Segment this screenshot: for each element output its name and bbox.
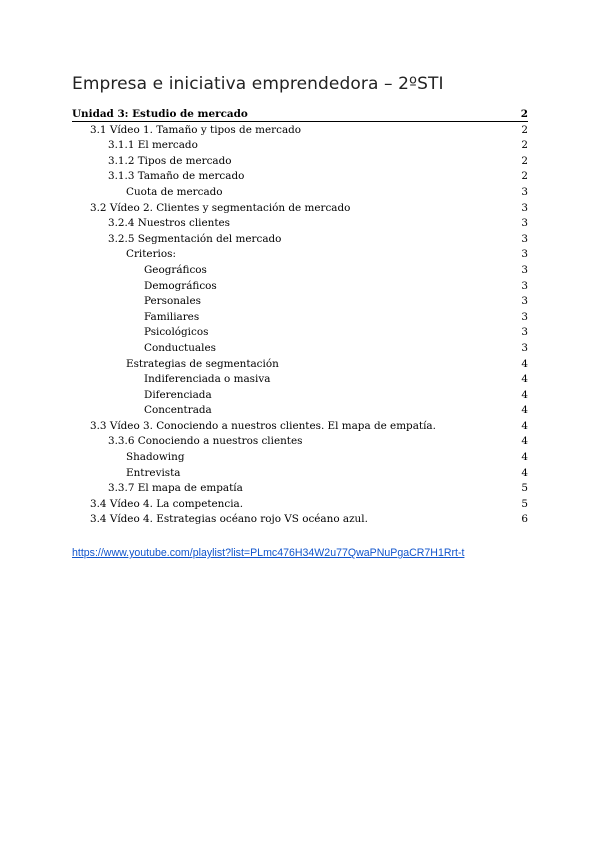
toc-entry[interactable]	[72, 450, 528, 466]
toc-entry-label: Familiares	[144, 310, 200, 323]
toc-entry-label: Diferenciada	[144, 388, 212, 401]
toc-entry-page-number: 2	[521, 123, 528, 136]
toc-entry-page-number: 3	[521, 279, 528, 292]
toc-entry-label: 3.2.4 Nuestros clientes	[108, 217, 231, 230]
toc-entry[interactable]	[72, 325, 528, 341]
toc-entry[interactable]	[72, 185, 528, 201]
toc-entry-label: 3.1 Vídeo 1. Tamaño y tipos de mercado	[90, 123, 302, 136]
toc-entry-page-number: 3	[521, 263, 528, 276]
table-of-contents	[72, 107, 528, 528]
toc-entry-label: 3.4 Vídeo 4. Estrategias océano rojo VS océano azul.	[90, 513, 368, 526]
toc-entry-label: 3.1.2 Tipos de mercado	[108, 154, 232, 167]
toc-entry-label: Cuota de mercado	[126, 185, 223, 198]
toc-entry-page-number: 2	[521, 154, 528, 167]
toc-entry[interactable]	[72, 107, 528, 123]
toc-entry-page-number: 4	[521, 451, 528, 464]
toc-entry[interactable]	[72, 466, 528, 482]
toc-entry-label: Unidad 3: Estudio de mercado	[72, 108, 248, 120]
toc-entry-label: 3.3.7 El mapa de empatía	[108, 482, 243, 495]
toc-entry-label: Conductuales	[144, 341, 216, 354]
toc-entry[interactable]	[72, 232, 528, 248]
toc-entry-label: Geográficos	[144, 263, 207, 276]
toc-entry[interactable]	[72, 372, 528, 388]
toc-entry-label: 3.3 Vídeo 3. Conociendo a nuestros clientes. El mapa de empatía.	[90, 419, 436, 432]
toc-entry[interactable]	[72, 310, 528, 326]
toc-entry-page-number: 3	[521, 295, 528, 308]
toc-entry[interactable]	[72, 247, 528, 263]
page-title: Empresa e iniciativa emprendedora – 2ºSTI	[72, 74, 444, 94]
toc-entry[interactable]	[72, 512, 528, 528]
toc-entry-label: Demográficos	[144, 279, 217, 292]
toc-entry[interactable]	[72, 434, 528, 450]
toc-entry[interactable]	[72, 263, 528, 279]
toc-entry-label: Shadowing	[126, 451, 185, 464]
toc-entry-label: 3.1.3 Tamaño de mercado	[108, 170, 245, 183]
toc-entry-page-number: 4	[521, 388, 528, 401]
toc-entry[interactable]	[72, 138, 528, 154]
toc-entry-page-number: 4	[521, 435, 528, 448]
toc-entry[interactable]	[72, 279, 528, 295]
toc-entry-page-number: 4	[521, 404, 528, 417]
toc-entry-page-number: 3	[521, 310, 528, 323]
toc-entry-label: Psicológicos	[144, 326, 209, 339]
toc-entry[interactable]	[72, 497, 528, 513]
toc-entry-label: 3.2.5 Segmentación del mercado	[108, 232, 282, 245]
toc-entry-label: 3.4 Vídeo 4. La competencia.	[90, 497, 244, 510]
toc-entry[interactable]	[72, 216, 528, 232]
toc-entry-page-number: 4	[521, 373, 528, 386]
toc-entry-page-number: 5	[521, 482, 528, 495]
toc-entry-page-number: 3	[521, 232, 528, 245]
toc-entry-page-number: 3	[521, 217, 528, 230]
toc-entry[interactable]	[72, 341, 528, 357]
toc-entry-label: 3.1.1 El mercado	[108, 139, 198, 152]
toc-entry-page-number: 3	[521, 201, 528, 214]
toc-entry[interactable]	[72, 169, 528, 185]
toc-entry[interactable]	[72, 403, 528, 419]
toc-entry-page-number: 6	[521, 513, 528, 526]
toc-entry-page-number: 3	[521, 341, 528, 354]
toc-entry-label: 3.2 Vídeo 2. Clientes y segmentación de mercado	[90, 201, 351, 214]
toc-entry-page-number: 4	[521, 466, 528, 479]
toc-entry-label: Personales	[144, 295, 201, 308]
toc-entry-label: Entrevista	[126, 466, 181, 479]
toc-entry[interactable]	[72, 388, 528, 404]
playlist-link[interactable]: https://www.youtube.com/playlist?list=PLmc476H34W2u77QwaPNuPgaCR7H1Rrt-t	[72, 547, 465, 559]
toc-entry-page-number: 3	[521, 248, 528, 261]
toc-entry-label: Indiferenciada o masiva	[144, 373, 271, 386]
toc-entry-page-number: 4	[521, 357, 528, 370]
toc-entry[interactable]	[72, 357, 528, 373]
toc-entry[interactable]	[72, 419, 528, 435]
toc-entry-page-number: 2	[520, 108, 528, 120]
toc-entry-label: Concentrada	[144, 404, 212, 417]
toc-entry[interactable]	[72, 201, 528, 217]
toc-entry-label: 3.3.6 Conociendo a nuestros clientes	[108, 435, 303, 448]
toc-entry-page-number: 4	[521, 419, 528, 432]
toc-entry[interactable]	[72, 294, 528, 310]
toc-entry[interactable]	[72, 481, 528, 497]
toc-entry-label: Criterios:	[126, 248, 176, 261]
toc-entry-label: Estrategias de segmentación	[126, 357, 279, 370]
toc-entry[interactable]	[72, 154, 528, 170]
toc-entry-page-number: 2	[521, 139, 528, 152]
toc-entry-page-number: 2	[521, 170, 528, 183]
toc-entry[interactable]	[72, 123, 528, 139]
toc-entry-page-number: 3	[521, 326, 528, 339]
toc-entry-page-number: 5	[521, 497, 528, 510]
toc-entry-page-number: 3	[521, 185, 528, 198]
